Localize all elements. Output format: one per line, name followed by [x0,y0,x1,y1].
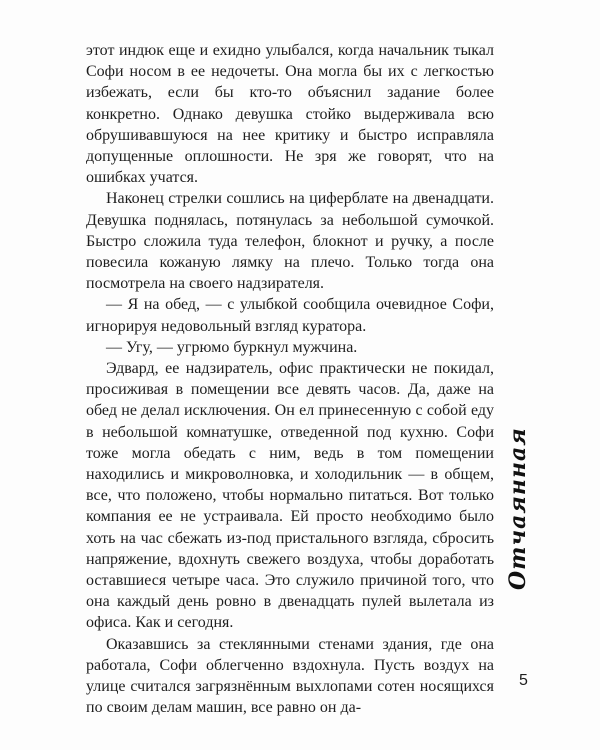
running-title: Отчаянная [505,427,531,590]
dialogue-line: — Я на обед, — с улыбкой сообщила очевидное Софи, игнорируя недовольный взгляд куратора. [86,296,494,335]
paragraph: Оказавшись за стеклянными стенами здания, где она работала, Софи облегченно вздохнула. Пусть воздух на улице считался загрязнённым выхлопами сотен носящихся по своим делам машин, все равно он да- [86,635,494,717]
page-number: 5 [519,672,528,689]
dialogue-line: — Угу, — угрюмо буркнул мужчина. [106,338,358,356]
body-text [86,40,494,719]
paragraph: этот индюк еще и ехидно улыбался, когда начальник тыкал Софи носом в ее недочеты. Она могла бы их с легкостью избежать, если бы кто-то объяснил задание более конкретно. Однако девушка стойко выдерживала всю обрушивавшуюся на нее критику и быстро исправляла допущенные оплошности. Не зря же говорят, что на ошибках учатся. [86,42,494,187]
paragraph: Наконец стрелки сошлись на циферблате на двенадцати. Девушка поднялась, потянулась за небольшой сумочкой. Быстро сложила туда телефон, блокнот и ручку, а после повесила кожаную лямку на плечо. Только тогда она посмотрела на своего надзирателя. [86,190,494,293]
paragraph: Эдвард, ее надзиратель, офис практически не покидал, просиживая в помещении все девять часов. Да, даже на обед не делал исключения. Он ел принесенную с собой еду в небольшой комнатушке, отведенной под кухню. Софи тоже могла обедать с ним, ведь в том помещении находились и микроволновка, и холодильник — в общем, все, что положено, чтобы нормально питаться. Вот только компания ее не устраивала. Ей просто необходимо было хоть на час сбежать из-под пристального взгляда, сбросить напряжение, вдохнуть свежего воздуха, чтобы доработать оставшиеся четыре часа. Это служило причиной того, что она каждый день ровно в двенадцать пулей вылетала из офиса. Как и сегодня. [86,360,494,632]
